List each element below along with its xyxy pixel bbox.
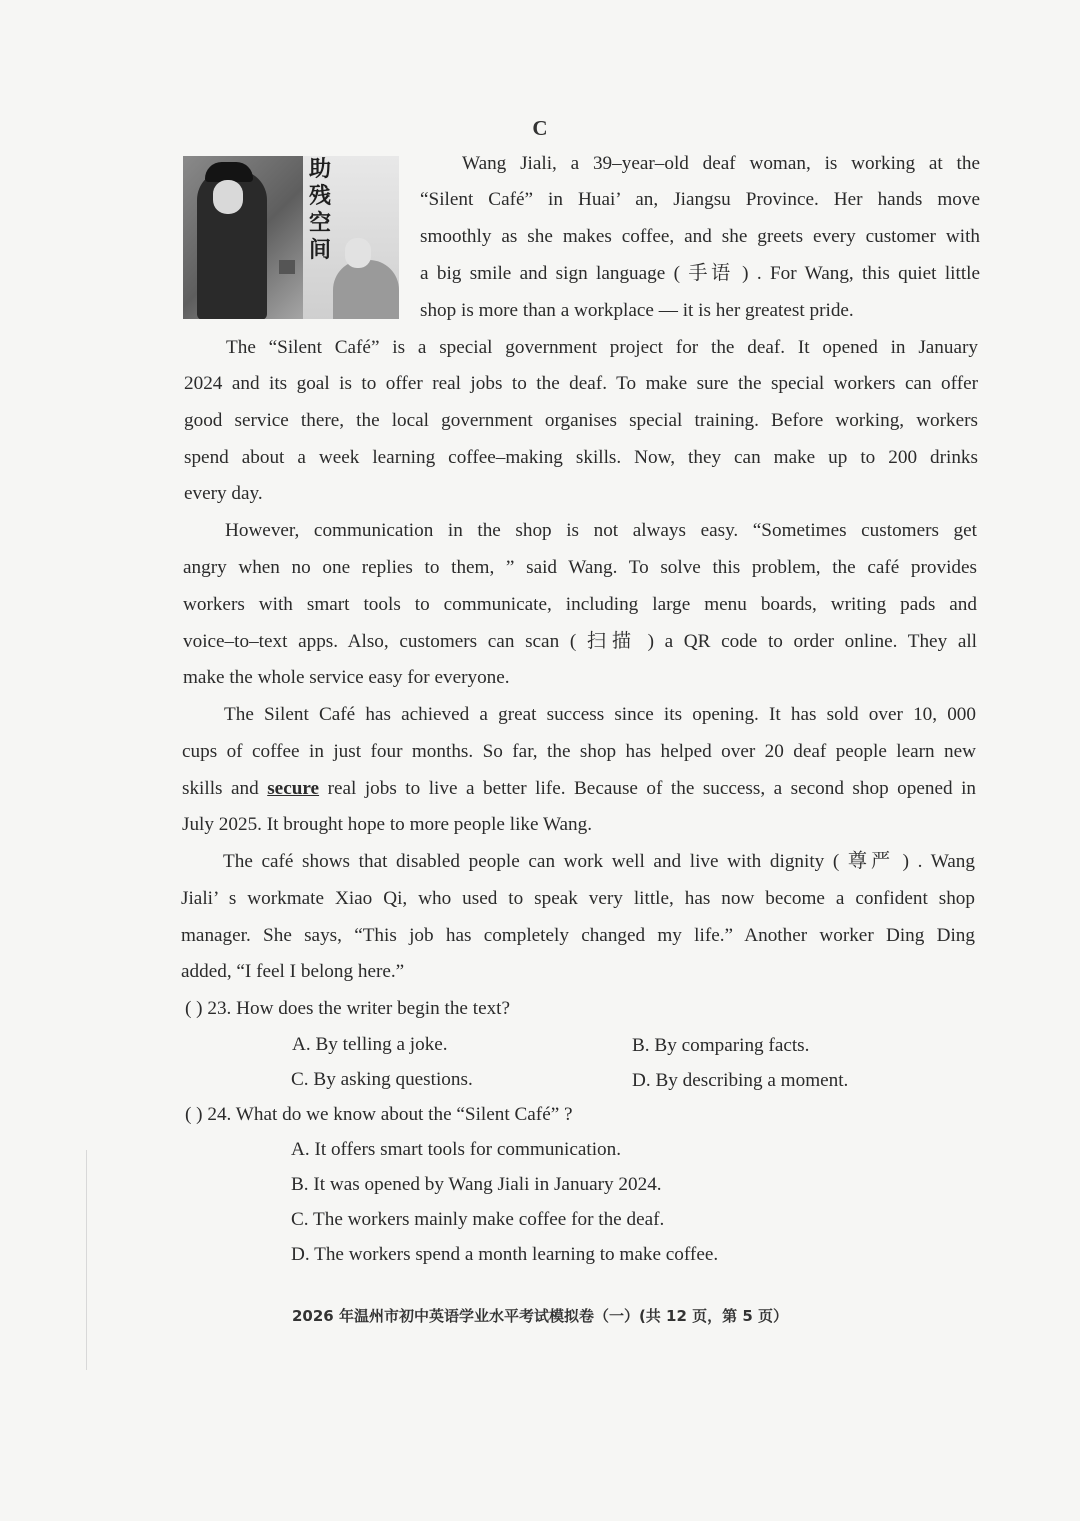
photo-coffee-cup: [279, 260, 295, 274]
paragraph-2-line: 2024 and its goal is to offer real jobs to the deaf. To make sure the special workers can offer: [184, 373, 978, 394]
paragraph-5-line: manager. She says, “This job has completely changed my life.” Another worker Ding Ding: [181, 925, 975, 946]
paragraph-1-line: “Silent Café” in Huai’ an, Jiangsu Province. Her hands move: [420, 189, 980, 210]
q24-option-d: D. The workers spend a month learning to make coffee.: [291, 1244, 719, 1265]
paragraph-3-line: workers with smart tools to communicate, including large menu boards, writing pads and: [183, 594, 977, 615]
paragraph-1-line: shop is more than a workplace — it is her greatest pride.: [420, 300, 854, 321]
paragraph-2-line: every day.: [184, 483, 263, 504]
photo-worker-face: [213, 180, 243, 214]
paragraph-3-line: angry when no one replies to them, ” said Wang. To solve this problem, the café provides: [183, 557, 977, 578]
banner-char: 间: [308, 238, 331, 263]
question-23: ( ) 23. How does the writer begin the text?: [185, 998, 511, 1019]
q24-option-b: B. It was opened by Wang Jiali in January 2024.: [291, 1174, 662, 1195]
banner-char: 空: [308, 211, 331, 236]
paragraph-5-line: Jiali’ s workmate Xiao Qi, who used to speak very little, has now become a confident shop: [181, 888, 975, 909]
keyword-secure: secure: [267, 778, 320, 799]
paragraph-5-line: added, “I feel I belong here.”: [181, 961, 405, 982]
paragraph-1-line: smoothly as she makes coffee, and she greets every customer with: [420, 226, 980, 247]
paragraph-1-line: Wang Jiali, a 39–year–old deaf woman, is working at the: [462, 153, 980, 174]
banner-char: 残: [308, 184, 331, 209]
question-24: ( ) 24. What do we know about the “Silent Café” ?: [185, 1104, 573, 1125]
text-run: skills and: [182, 778, 268, 799]
q24-option-a: A. It offers smart tools for communication.: [291, 1139, 622, 1160]
q23-option-d: D. By describing a moment.: [632, 1070, 849, 1091]
paragraph-3-line: voice–to–text apps. Also, customers can scan ( 扫描 ) a QR code to order online. They all: [183, 631, 977, 652]
paragraph-4-line: [182, 777, 976, 801]
paragraph-2-line: The “Silent Café” is a special government project for the deaf. It opened in January: [226, 337, 978, 358]
paragraph-3-line: make the whole service easy for everyone.: [183, 667, 510, 688]
paragraph-2-line: spend about a week learning coffee–making skills. Now, they can make up to 200 drinks: [184, 447, 978, 468]
cafe-photo: [183, 156, 399, 319]
photo-customer-face: [345, 238, 371, 268]
section-letter: C: [532, 116, 548, 140]
paragraph-3-line: However, communication in the shop is not always easy. “Sometimes customers get: [225, 520, 977, 541]
paragraph-2-line: good service there, the local government organises special training. Before working, workers: [184, 410, 978, 431]
q23-option-a: A. By telling a joke.: [292, 1034, 448, 1055]
paragraph-4-line: July 2025. It brought hope to more people like Wang.: [182, 814, 593, 835]
q23-option-c: C. By asking questions.: [291, 1069, 473, 1090]
scan-edge: [86, 1150, 87, 1370]
q23-option-b: B. By comparing facts.: [632, 1035, 810, 1056]
paragraph-4-line: The Silent Café has achieved a great success since its opening. It has sold over 10, 000: [224, 704, 976, 725]
page-footer: 2026 年温州市初中英语学业水平考试模拟卷（一）(共 12 页，第 5 页）: [291, 1307, 789, 1325]
q24-option-c: C. The workers mainly make coffee for the deaf.: [291, 1209, 665, 1230]
paragraph-1-line: a big smile and sign language ( 手语 ) . For Wang, this quiet little: [420, 263, 980, 284]
paragraph-4-line: cups of coffee in just four months. So far, the shop has helped over 20 deaf people learn new: [182, 741, 976, 762]
photo-customer: [333, 260, 399, 319]
paragraph-5-line: The café shows that disabled people can work well and live with dignity ( 尊严 ) . Wang: [223, 851, 975, 872]
text-run: real jobs to live a better life. Because of the success, a second shop opened in: [319, 778, 976, 799]
banner-char: 助: [308, 157, 331, 182]
photo-worker-cap: [205, 162, 253, 182]
photo-banner: [305, 156, 335, 264]
